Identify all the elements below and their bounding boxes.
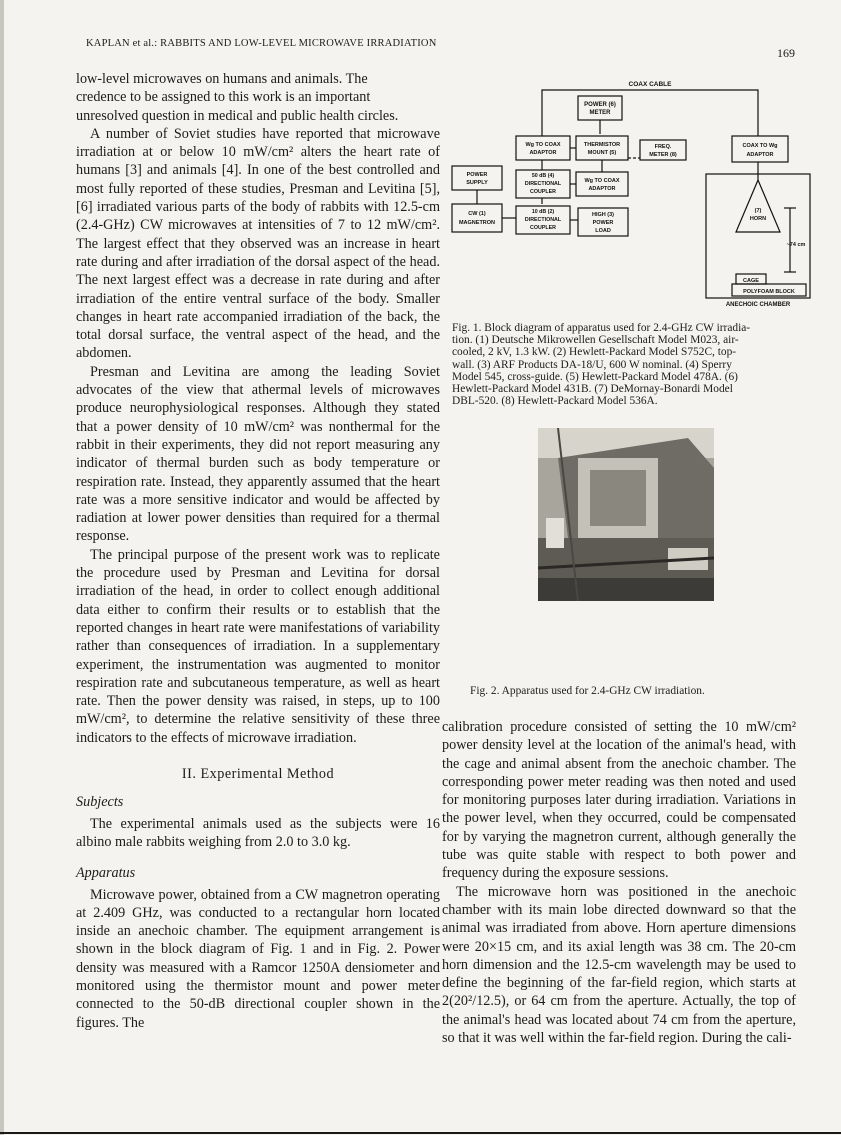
high-power-load-label: POWER	[592, 220, 614, 226]
paragraph-horn: The microwave horn was positioned in the anechoic chamber with its main lobe directed downward so that the animal was irradiated from above. Horn aperture dimensions were 20×15 cm, and its axial length was 38 cm. The 20-cm horn dimension and the 12.5-cm wavelength may be used to define the beginning of the far-field region, which starts at 2(20²/12.5), or 64 cm from the aperture. Actually, the top of the animal's head was located about 74 cm from the aperture, so that it was well within the far-field region. During the cali-	[442, 883, 796, 1047]
wg-to-coax-box	[516, 136, 570, 160]
caption-line: Model 545, cross-guide. (5) Hewlett-Packard Model 478A. (6)	[452, 370, 738, 383]
caption-line: wall. (3) ARF Products DA-18/U, 600 W nominal. (4) Sperry	[452, 358, 732, 371]
distance-label: ~74 cm	[786, 242, 806, 248]
thermistor-mount-label: MOUNT (5)	[587, 150, 617, 156]
figure-1-block-diagram	[446, 76, 822, 308]
intro-line: low-level microwaves on humans and animals. The	[76, 71, 368, 87]
page-header	[86, 38, 801, 58]
block-diagram-svg	[446, 76, 822, 308]
freq-meter-label: METER (8)	[649, 152, 677, 158]
subsection-subjects-heading: Subjects	[76, 793, 124, 810]
magnetron-box	[452, 204, 502, 232]
wg-to-coax-2-label: Wg TO COAX	[584, 178, 620, 184]
paragraph-soviet-studies: A number of Soviet studies have reported that microwave irradiation at or below 10 mW/cm² alters the heart rate of humans [3] and animals [4]. In one of the best controlled and most fully reported of these studies, Presman and Levitina [5], [6] irradiated various parts of the body of rabbits with 12.5-cm (2.4-GHz) CW microwaves at intensities of 7 to 12 mW/cm². The largest effect that they observed was an increase in heart rate during and after irradiation of the dorsal aspect of the head. The next largest effect was a decrease in rate during and after irradiation of the entire ventral surface of the body. Smaller changes in heart rate accompanied irradiation of the back, the total dorsal surface, the ventral aspect of the head, and the abdomen.	[76, 125, 440, 362]
subsection-apparatus-heading: Apparatus	[76, 864, 136, 881]
paragraph-presman-levitina: Presman and Levitina are among the leading Soviet advocates of the view that athermal levels of microwaves produce neurophysiological responses. Although they stated that a power density of 10 mW/cm² was nonthermal for the rabbit in their experiments, they did not report measuring any indicator of thermal burden such as body temperature or respiration rate. Instead, they apparently assumed that the heart rate was a more sensitive indicator and would be affected by radiation at lower power densities than required for a thermal response.	[76, 363, 440, 545]
right-column	[442, 718, 796, 1047]
section-title: II. Experimental Method	[181, 765, 335, 782]
intro-line: unresolved question in medical and public health circles.	[76, 107, 399, 124]
wg-to-coax-label: Wg TO COAX	[525, 142, 561, 148]
scan-edge	[0, 0, 4, 1135]
high-power-load-label: HIGH (3)	[592, 212, 614, 218]
coax-to-wg-box	[732, 136, 788, 162]
figure-2-photograph	[538, 428, 714, 601]
power-supply-label: SUPPLY	[466, 180, 488, 186]
power-meter-label: POWER (6)	[584, 102, 616, 108]
coupler-10db-label: DIRECTIONAL	[524, 217, 562, 223]
power-meter-box	[578, 96, 622, 120]
horn-label: (7)	[754, 208, 762, 214]
coupler-50db-label: 50 dB (4)	[531, 173, 555, 179]
coax-to-wg-label: ADAPTOR	[746, 152, 774, 158]
power-supply-label: POWER	[466, 172, 488, 178]
horn-shape	[736, 180, 780, 232]
paragraph-subjects: The experimental animals used as the subjects were 16 albino male rabbits weighing from 2.0 to 3.0 kg.	[76, 815, 440, 851]
paragraph-purpose: The principal purpose of the present work was to replicate the procedure used by Presman and Levitina for dorsal irradiation of the head, in order to collect enough additional data either to confirm their results or to establish that the reported changes in heart rate were manifestations of variability rather than consequences of irradiation. In a supplementary experiment, the instrumentation was augmented to monitor respiration rate and subcutaneous temperature, as well as heart rate. Then the power density was raised, in steps, up to 100 mW/cm², to determine the relative sensitivity of these three indicators to the effects of microwave irradiation.	[76, 546, 440, 746]
caption-line: cooled, 2 kV, 1.3 kW. (2) Hewlett-Packard Model S752C, top-	[452, 346, 737, 359]
high-power-load-label: LOAD	[595, 228, 611, 234]
horn-label: HORN	[749, 216, 767, 222]
caption-line: tion. (1) Deutsche Mikrowellen Gesellschaft Model M023, air-	[452, 334, 739, 347]
magnetron-label: CW (1)	[468, 211, 486, 217]
power-meter-label: METER	[589, 110, 611, 116]
paragraph-apparatus: Microwave power, obtained from a CW magnetron operating at 2.409 GHz, was conducted to a rectangular horn located inside an anechoic chamber. The equipment arrangement is shown in the block diagram of Fig. 1 and in Fig. 2. Power density was measured with a Ramcor 1250A densiometer and monitored using the thermistor mount and power meter connected to the 50-dB directional coupler shown in the figures. The	[76, 886, 440, 1031]
figure-1-caption	[452, 322, 820, 407]
scan-bottom-edge	[0, 1132, 841, 1134]
freq-meter-label: FREQ.	[654, 144, 672, 150]
caption-line: DBL-520. (8) Hewlett-Packard Model 536A.	[452, 395, 658, 408]
paragraph-calibration: calibration procedure consisted of setting the 10 mW/cm² power density level at the location of the animal's head, with the cage and animal absent from the anechoic chamber. The corresponding power meter reading was then noted and used for monitoring purposes later during irradiation. Variations in the power level, when they occurred, could be compensated for by varying the magnetron current, although generally the tube was quite stable with respect to both power and frequency during the exposure sessions.	[442, 719, 796, 882]
paragraph-intro-continued	[76, 70, 440, 125]
coax-cable-label: COAX CABLE	[628, 81, 672, 88]
coupler-50db-label: DIRECTIONAL	[524, 181, 562, 187]
apparatus-photo-svg	[538, 428, 714, 601]
running-head: KAPLAN et al.: RABBITS AND LOW-LEVEL MICROWAVE IRRADIATION	[86, 38, 437, 49]
coupler-50db-label: COUPLER	[530, 189, 556, 195]
coax-to-wg-label: COAX TO Wg	[742, 143, 778, 149]
thermistor-mount-box	[576, 136, 628, 160]
anechoic-chamber-label: ANECHOIC CHAMBER	[725, 302, 791, 308]
wg-to-coax-2-label: ADAPTOR	[588, 186, 616, 192]
wg-to-coax-2-box	[576, 172, 628, 196]
caption-line: Hewlett-Packard Model 431B. (7) DeMornay-Bonardi Model	[452, 383, 733, 396]
caption-line: Fig. 1. Block diagram of apparatus used for 2.4-GHz CW irradia-	[452, 322, 751, 334]
power-supply-box	[452, 166, 502, 190]
figure-2-caption: Fig. 2. Apparatus used for 2.4-GHz CW irradiation.	[470, 685, 705, 697]
polyfoam-block-label: POLYFOAM BLOCK	[743, 289, 795, 295]
coupler-10db-label: COUPLER	[530, 225, 556, 231]
left-column	[76, 70, 440, 1032]
thermistor-mount-label: THERMISTOR	[583, 142, 621, 148]
magnetron-label: MAGNETRON	[458, 220, 496, 226]
cage-label: CAGE	[743, 278, 759, 284]
coupler-10db-label: 10 dB (2)	[531, 209, 555, 215]
wg-to-coax-label: ADAPTOR	[529, 150, 557, 156]
page-number: 169	[777, 46, 795, 60]
intro-line: credence to be assigned to this work is an important	[76, 89, 371, 106]
